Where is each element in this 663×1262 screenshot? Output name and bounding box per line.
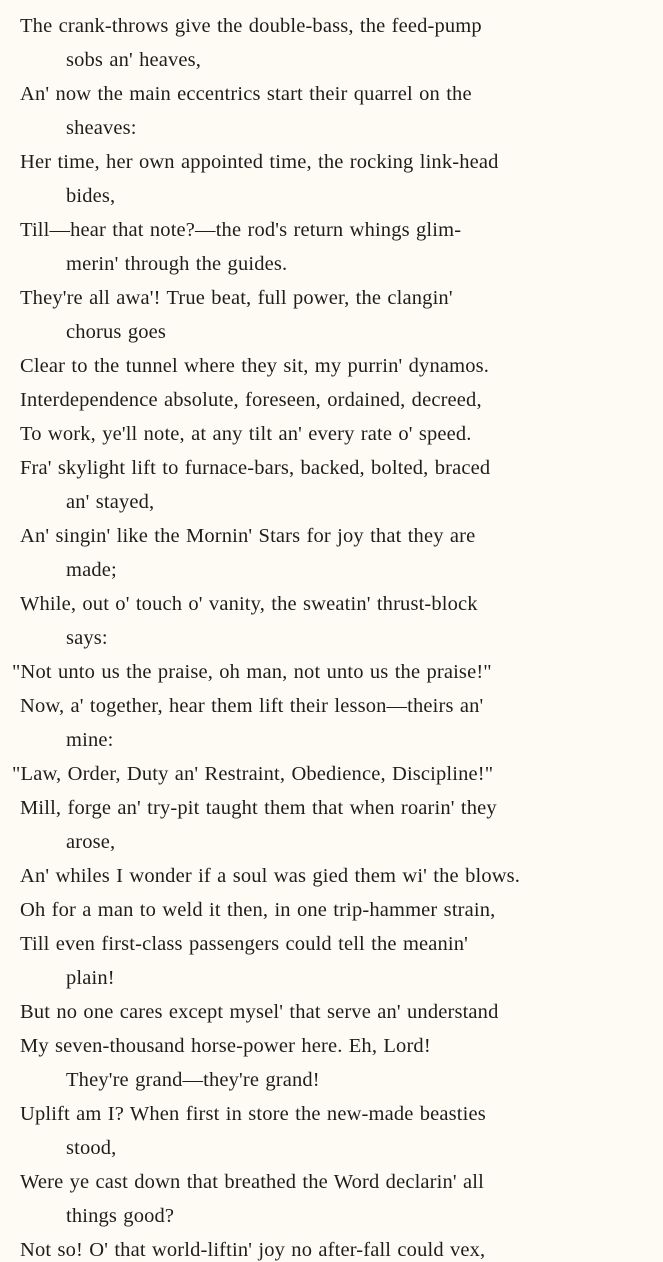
- poem-line-quoted: "Law, Order, Duty an' Restraint, Obedience, Discipline!": [12, 763, 494, 785]
- poem-line: Uplift am I? When first in store the new-made beasties: [20, 1103, 486, 1125]
- poem-line-continuation: mine:: [66, 729, 114, 751]
- poem-line: Now, a' together, hear them lift their lesson—theirs an': [20, 695, 484, 717]
- poem-line: Were ye cast down that breathed the Word declarin' all: [20, 1171, 484, 1193]
- poem-line-continuation: arose,: [66, 831, 116, 853]
- poem-line: An' whiles I wonder if a soul was gied them wi' the blows.: [20, 865, 521, 887]
- poem-line: Oh for a man to weld it then, in one trip-hammer strain,: [20, 899, 496, 921]
- poem-line-continuation: made;: [66, 559, 117, 581]
- poem-line-continuation: They're grand—they're grand!: [66, 1069, 320, 1091]
- poem-line: They're all awa'! True beat, full power, the clangin': [20, 287, 453, 309]
- poem-line: Till—hear that note?—the rod's return whings glim-: [20, 219, 462, 241]
- poem-line: Her time, her own appointed time, the rocking link-head: [20, 151, 499, 173]
- poem-line-continuation: bides,: [66, 185, 116, 207]
- poem-line-continuation: sheaves:: [66, 117, 137, 139]
- poem-line-continuation: things good?: [66, 1205, 175, 1227]
- poem-line-continuation: chorus goes: [66, 321, 167, 343]
- poem-line: Interdependence absolute, foreseen, ordained, decreed,: [20, 389, 482, 411]
- poem-line: An' now the main eccentrics start their quarrel on the: [20, 83, 472, 105]
- poem-line: To work, ye'll note, at any tilt an' every rate o' speed.: [20, 423, 472, 445]
- poem-line: Till even first-class passengers could tell the meanin': [20, 933, 469, 955]
- poem-line-quoted: "Not unto us the praise, oh man, not unto us the praise!": [12, 661, 492, 683]
- poem-line: But no one cares except mysel' that serve an' understand: [20, 1001, 499, 1023]
- poem-line: While, out o' touch o' vanity, the sweatin' thrust-block: [20, 593, 478, 615]
- poem-line: Clear to the tunnel where they sit, my purrin' dynamos.: [20, 355, 490, 377]
- poem-line: An' singin' like the Mornin' Stars for joy that they are: [20, 525, 476, 547]
- poem-line: The crank-throws give the double-bass, the feed-pump: [20, 15, 482, 37]
- poem-line-continuation: an' stayed,: [66, 491, 155, 513]
- poem-line-continuation: sobs an' heaves,: [66, 49, 202, 71]
- poem-line-continuation: merin' through the guides.: [66, 253, 288, 275]
- poem-line: My seven-thousand horse-power here. Eh, Lord!: [20, 1035, 431, 1057]
- poem-line: Not so! O' that world-liftin' joy no after-fall could vex,: [20, 1239, 486, 1261]
- poem-line: Fra' skylight lift to furnace-bars, backed, bolted, braced: [20, 457, 491, 479]
- poem-line: Mill, forge an' try-pit taught them that when roarin' they: [20, 797, 497, 819]
- poem-line-continuation: says:: [66, 627, 108, 649]
- poem-line-continuation: stood,: [66, 1137, 117, 1159]
- poem-line-continuation: plain!: [66, 967, 115, 989]
